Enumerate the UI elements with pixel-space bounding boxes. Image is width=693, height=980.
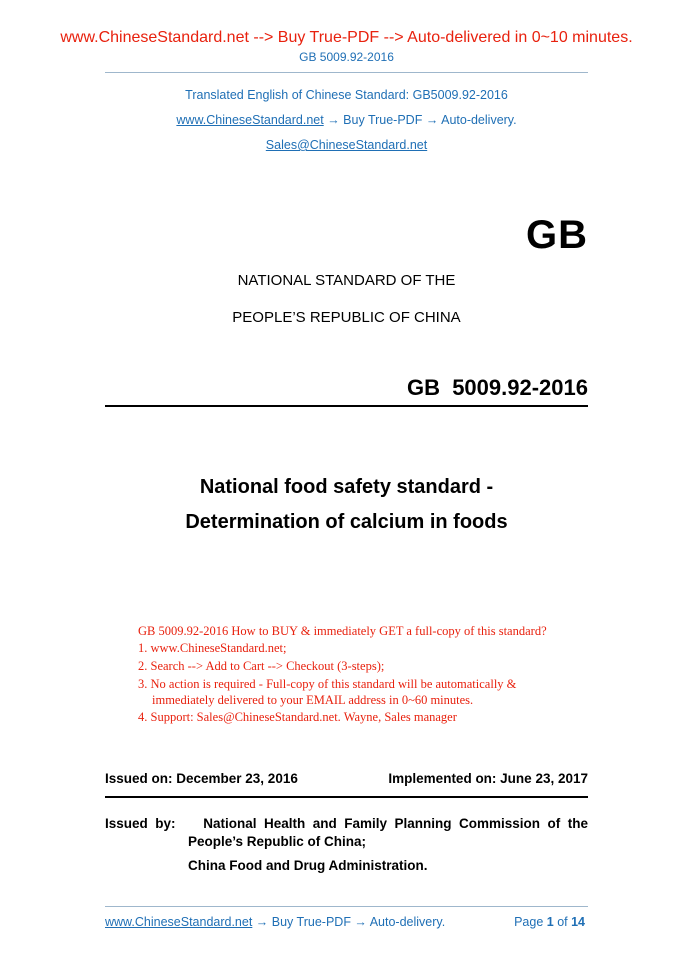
translated-note: Translated English of Chinese Standard: GB5009.92-2016 bbox=[185, 88, 508, 102]
issuer-line2: People’s Republic of China; bbox=[188, 834, 367, 849]
promo-item-3-cont: immediately delivered to your EMAIL address in 0~60 minutes. bbox=[152, 693, 474, 707]
site-link[interactable]: www.ChineseStandard.net bbox=[176, 113, 324, 127]
title-line1: National food safety standard - bbox=[199, 476, 494, 498]
implemented-on: Implemented on: June 23, 2017 bbox=[388, 771, 588, 786]
header-divider bbox=[105, 72, 588, 73]
promo-item-3: 3. No action is required - Full-copy of this standard will be automatically & bbox=[138, 677, 517, 691]
dates-rule bbox=[105, 796, 588, 798]
footer-divider bbox=[105, 906, 588, 907]
header-banner: www.ChineseStandard.net --> Buy True-PDF --> Auto-delivered in 0~10 minutes. bbox=[60, 29, 633, 46]
page-number: 1 bbox=[546, 915, 554, 929]
issuer-line3: China Food and Drug Administration. bbox=[188, 858, 428, 873]
promo-heading: GB 5009.92-2016 How to BUY & immediately GET a full-copy of this standard? bbox=[138, 624, 547, 638]
page-indicator bbox=[514, 915, 585, 929]
site-line bbox=[0, 113, 693, 127]
of-label: of bbox=[553, 915, 572, 929]
footer-site-link[interactable]: www.ChineseStandard.net bbox=[105, 915, 253, 929]
site-suffix: → Buy True-PDF → Auto-delivery. bbox=[327, 113, 517, 127]
promo-item-4: 4. Support: Sales@ChineseStandard.net. Wayne, Sales manager bbox=[138, 710, 457, 724]
national-standard-line2: PEOPLE’S REPUBLIC OF CHINA bbox=[232, 309, 461, 326]
issued-by-label: Issued by: bbox=[105, 816, 176, 831]
header-standard-code: GB 5009.92-2016 bbox=[299, 50, 394, 64]
national-standard-line1: NATIONAL STANDARD OF THE bbox=[237, 272, 456, 289]
footer-links bbox=[105, 915, 445, 929]
standard-number: GB 5009.92-2016 bbox=[406, 375, 588, 400]
promo-item-2: 2. Search --> Add to Cart --> Checkout (3-steps); bbox=[138, 659, 385, 673]
title-line2: Determination of calcium in foods bbox=[185, 511, 508, 533]
page-label: Page bbox=[514, 915, 547, 929]
issuer-line1: National Health and Family Planning Commission of the bbox=[203, 816, 588, 831]
email-link[interactable]: Sales@ChineseStandard.net bbox=[265, 138, 428, 152]
promo-item-1: 1. www.ChineseStandard.net; bbox=[138, 641, 287, 655]
standard-number-rule bbox=[105, 405, 588, 407]
issued-on: Issued on: December 23, 2016 bbox=[105, 771, 298, 786]
footer-suffix: → Buy True-PDF → Auto-delivery. bbox=[255, 915, 446, 929]
email-line bbox=[0, 138, 693, 152]
page-total: 14 bbox=[571, 915, 585, 929]
gb-mark: GB bbox=[526, 213, 588, 257]
